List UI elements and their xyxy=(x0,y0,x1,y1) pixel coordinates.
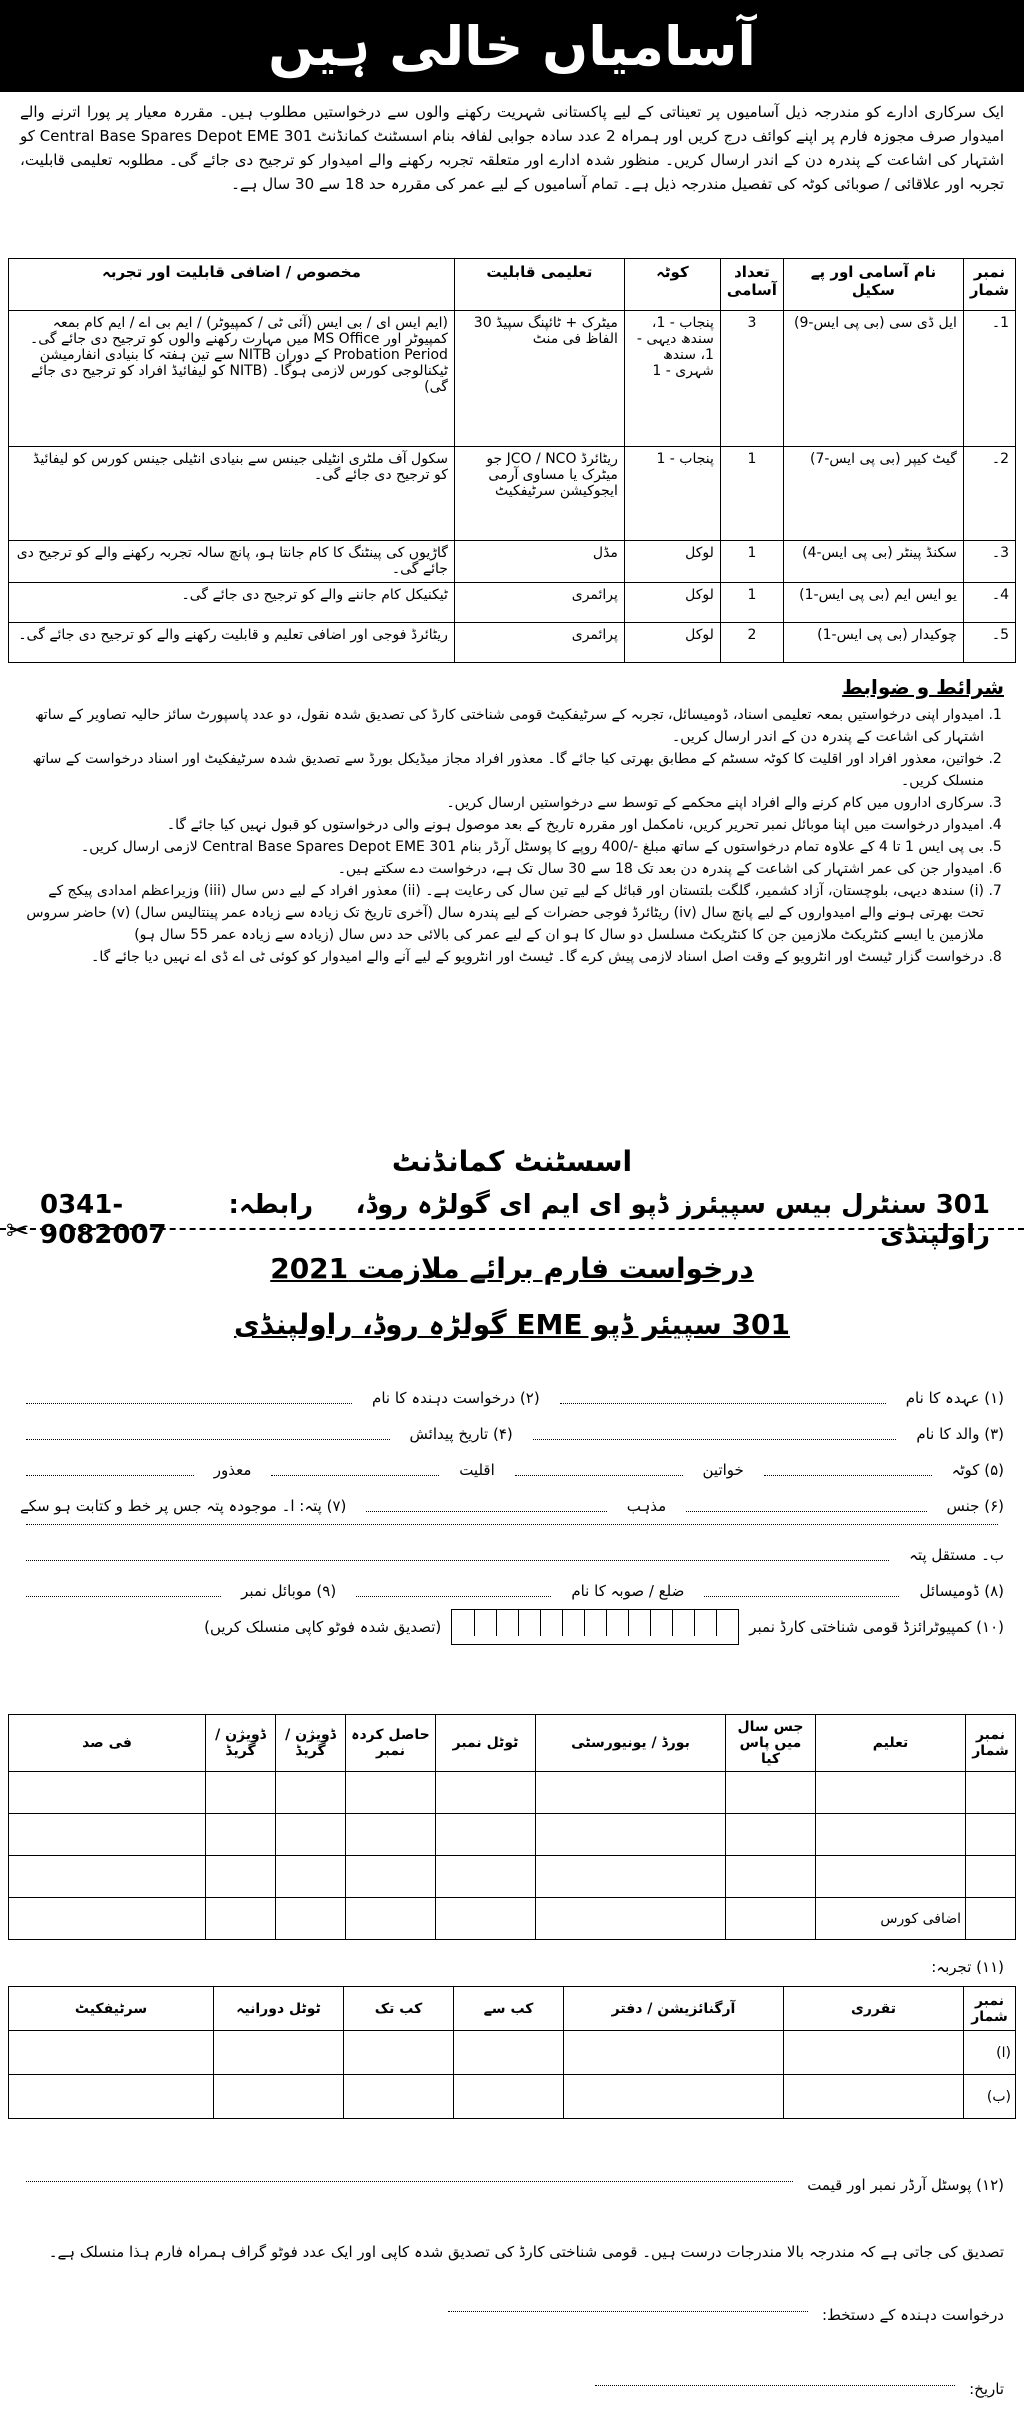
condition-item: 1. امیدوار اپنی درخواستیں بمعہ تعلیمی اسناد، ڈومیسائل، تجربہ کے سرٹیفکیٹ قومی شناختی کارڈ کی تصدیق شدہ نقول، دو عدد پاسپورٹ سائز حالیہ تصاویر کے ساتھ اشتہار کی اشاعت کے پندرہ دن کے اندر ارسال کریں۔ xyxy=(20,704,984,748)
applicant-name-line[interactable] xyxy=(26,1380,352,1404)
women-line[interactable] xyxy=(515,1452,683,1476)
cell-count: 1 xyxy=(720,583,783,623)
cell-post: سکنڈ پینٹر (بی پی ایس-4) xyxy=(783,541,963,583)
signatory-title: اسسٹنٹ کمانڈنٹ xyxy=(391,1145,633,1178)
cell-count: 1 xyxy=(720,447,783,541)
cell-sno: 2۔ xyxy=(963,447,1015,541)
cell-edu: پرائمری xyxy=(454,623,624,663)
col-count: تعداد آسامی xyxy=(720,259,783,311)
postal-order-row xyxy=(20,2176,1004,2194)
cell-sno: 3۔ xyxy=(963,541,1015,583)
postal-order-label: (۱۲) پوسٹل آرڈر نمبر اور قیمت xyxy=(807,2176,1004,2194)
cell-edu: میٹرک + ٹائپنگ سپیڈ 30 الفاظ فی منٹ xyxy=(454,311,624,447)
edu-col: نمبر شمار xyxy=(966,1715,1016,1772)
disabled-line[interactable] xyxy=(26,1452,194,1476)
cell-sno: 4۔ xyxy=(963,583,1015,623)
permanent-address-line[interactable] xyxy=(26,1537,889,1561)
cell-edu: مڈل xyxy=(454,541,624,583)
field-post-label: (۱) عہدہ کا نام xyxy=(905,1389,1004,1407)
cell-post: گیٹ کیپر (بی پی ایس-7) xyxy=(783,447,963,541)
cell-extra: گاڑیوں کی پینٹنگ کا کام جانتا ہو، پانچ سالہ تجربہ رکھنے والے کو ترجیح دی جائے گی۔ xyxy=(9,541,455,583)
form-subtitle: 301 سپیئر ڈپو EME گولڑہ روڈ، راولپنڈی xyxy=(234,1308,790,1341)
edu-col: بورڈ / یونیورسٹی xyxy=(536,1715,726,1772)
field-province-label: ضلع / صوبہ کا نام xyxy=(571,1582,685,1600)
cell-quota: پنجاب - 1 xyxy=(624,447,720,541)
cell-count: 3 xyxy=(720,311,783,447)
field-gender-label: (۶) جنس xyxy=(946,1497,1004,1515)
cnic-boxes[interactable] xyxy=(451,1609,739,1645)
cell-quota: لوکل xyxy=(624,623,720,663)
cell-extra: ٹیکنیکل کام جاننے والے کو ترجیح دی جائے گی۔ xyxy=(9,583,455,623)
cell-sno: 5۔ xyxy=(963,623,1015,663)
experience-table xyxy=(8,1986,1016,2119)
field-cnic-label: (۱۰) کمپیوٹرائزڈ قومی شناختی کارڈ نمبر xyxy=(749,1618,1004,1636)
present-address-line[interactable] xyxy=(26,1524,998,1525)
postal-order-line[interactable] xyxy=(26,2176,793,2182)
quota-minority: اقلیت xyxy=(459,1461,495,1479)
experience-title: (۱۱) تجربہ: xyxy=(931,1958,1004,1976)
col-edu: تعلیمی قابلیت xyxy=(454,259,624,311)
intro-paragraph: ایک سرکاری ادارے کو مندرجہ ذیل آسامیوں پر تعیناتی کے لیے پاکستانی شہریت رکھنے والوں سے درخواستیں مطلوب ہیں۔ مقررہ معیار پر پورا اترنے والے امیدوار صرف مجوزہ فارم پر اپنے کوائف درج کریں اور ہمراہ 2 عدد سادہ جوابی لفافہ بنام اسسٹنٹ کمانڈنٹ 301 Central Base Spares Depot EME کو اشتہار کی اشاعت کے پندرہ دن کے اندر ارسال کریں۔ منظور شدہ ادارے اور متعلقہ تجربہ رکھنے والے امیدوار کو ترجیح دی جائے گی۔ مطلوبہ تعلیمی قابلیت، تجربہ اور علاقائی / صوبائی کوٹہ کی تفصیل مندرجہ ذیل ہے۔ تمام آسامیوں کے لیے عمر کی مقررہ حد 18 سے 30 سال ہے۔ xyxy=(20,103,1004,193)
field-father-label: (۳) والد کا نام xyxy=(916,1425,1004,1443)
cell-count: 2 xyxy=(720,623,783,663)
edu-col: ٹوٹل نمبر xyxy=(436,1715,536,1772)
contact-label: رابطہ: xyxy=(228,1190,314,1220)
education-table xyxy=(8,1714,1016,1940)
cell-quota: لوکل xyxy=(624,541,720,583)
condition-item: 4. امیدوار درخواست میں اپنا موبائل نمبر تحریر کریں، نامکمل اور مقررہ تاریخ کے بعد موصول ہونے والی درخواستوں کو قبول نہیں کیا جائے گا۔ xyxy=(20,814,984,836)
cell-count: 1 xyxy=(720,541,783,583)
condition-item: 2. خواتین، معذور افراد اور اقلیت کا کوٹہ سسٹم کے مطابق بھرتی کیا جائے گا۔ معذور افراد مجاز میڈیکل بورڈ سے تصدیق شدہ سرٹیفکیٹ اور اسناد درخواست کے ساتھ منسلک کریں۔ xyxy=(20,748,984,792)
edu-col: ڈویژن / گریڈ xyxy=(276,1715,346,1772)
field-mobile-label: (۹) موبائل نمبر xyxy=(241,1582,337,1600)
date-line[interactable] xyxy=(595,2380,955,2386)
form-fields xyxy=(20,1380,1004,1645)
quota-disabled: معذور xyxy=(213,1461,252,1479)
cell-extra: سکول آف ملٹری انٹیلی جینس سے بنیادی انٹیلی جینس کورس کو لیفائیڈ کو ترجیح دی جائے گی۔ xyxy=(9,447,455,541)
depot-address: 301 سنٹرل بیس سپیئرز ڈپو ای ایم ای گولڑہ روڈ، راولپنڈی xyxy=(355,1190,990,1250)
table-row[interactable] xyxy=(9,2031,1016,2075)
exp-col: کب سے xyxy=(454,1987,564,2031)
province-line[interactable] xyxy=(356,1573,551,1597)
exp-col: آرگنائزیشن / دفتر xyxy=(564,1987,784,2031)
conditions-title: شرائط و ضوابط xyxy=(842,675,1004,699)
edu-col: حاصل کردہ نمبر xyxy=(346,1715,436,1772)
field-religion-label: مذہب xyxy=(626,1497,667,1515)
cell-sno: 1۔ xyxy=(963,311,1015,447)
dob-line[interactable] xyxy=(26,1416,390,1440)
cell-post: چوکیدار (بی پی ایس-1) xyxy=(783,623,963,663)
cell-extra: (ایم ایس ای / بی ایس (آئی ٹی / کمپیوٹر) / ایم بی اے / ایم کام بمعہ کمپیوٹر اور MS Office میں مہارت رکھنے والوں کو ترجیح دی جائے گی۔ Probation Period کے دوران NITB سے تین ہفتہ کا بنیادی انفارمیشن ٹیکنالوجی کورس لازمی ہوگا۔ (NITB کو لیفائیڈ افراد کو ترجیح دی جائے گی) xyxy=(9,311,455,447)
date-label: تاریخ: xyxy=(969,2380,1004,2398)
conditions-section xyxy=(20,676,1004,968)
condition-item: 3. سرکاری اداروں میں کام کرنے والے افراد اپنے محکمے کے توسط سے درخواستیں ارسال کریں۔ xyxy=(20,792,984,814)
table-row[interactable] xyxy=(9,1856,1016,1898)
col-extra: مخصوص / اضافی قابلیت اور تجربہ xyxy=(9,259,455,311)
declaration: تصدیق کی جاتی ہے کہ مندرجہ بالا مندرجات درست ہیں۔ قومی شناختی کارڈ کی تصدیق شدہ کاپی اور ایک عدد فوٹو گراف ہمراہ فارم ہذا منسلک ہے۔ xyxy=(48,2243,1004,2261)
cell-edu: پرائمری xyxy=(454,583,624,623)
table-row[interactable] xyxy=(9,2075,1016,2119)
col-quota: کوٹہ xyxy=(624,259,720,311)
condition-item: 8. درخواست گزار ٹیسٹ اور انٹرویو کے وقت اصل اسناد لازمی پیش کرے گا۔ ٹیسٹ اور انٹرویو کے لیے آنے والے امیدوار کو کوئی ٹی اے ڈی اے نہیں دیا جائے گا۔ xyxy=(20,946,984,968)
signature-line[interactable] xyxy=(448,2306,808,2312)
quota-line[interactable] xyxy=(764,1452,932,1476)
field-quota-label: (۵) کوٹہ xyxy=(951,1461,1004,1479)
exp-row-label: (ب) xyxy=(964,2075,1016,2119)
edu-col: جس سال میں پاس کیا xyxy=(726,1715,816,1772)
contact-phone: 0341-9082007 xyxy=(40,1190,167,1250)
post-name-line[interactable] xyxy=(560,1380,886,1404)
scissors-icon: ✂ xyxy=(6,1214,30,1247)
col-sno: نمبر شمار xyxy=(963,259,1015,311)
mobile-line[interactable] xyxy=(26,1573,221,1597)
condition-item: 7. (i) سندھ دیہی، بلوچستان، آزاد کشمیر، گلگت بلتستان اور قبائل کے لیے تین سال کی رعایت ہے۔ (ii) معذور افراد کے لیے دس سال (iii) وزیراعظم امدادی پیکج کے تحت بھرتی ہونے والے امیدواروں کے لیے پانچ سال (iv) ریٹائرڈ فوجی حضرات کے لیے پندرہ سال (آخری تاریخ تک زیادہ سے زیادہ عمر پینتالیس سال) (v) حاضر سروس ملازمین یا ایسے کنٹریکٹ ملازمین جن کا کنٹریکٹ مسلسل دو سال کا ہو ان کے لیے عمر کی بالائی حد دس سال (زیادہ سے زیادہ عمر 55 سال ہو) xyxy=(20,880,984,946)
gender-line[interactable] xyxy=(686,1488,926,1512)
cut-line xyxy=(0,1228,1024,1230)
field-dob-label: (۴) تاریخ پیدائش xyxy=(409,1425,513,1443)
table-row xyxy=(9,541,1016,583)
table-row xyxy=(9,623,1016,663)
cell-quota: پنجاب - 1، سندھ دیہی - 1، سندھ شہری - 1 xyxy=(624,311,720,447)
field-applicant-label: (۲) درخواست دہندہ کا نام xyxy=(372,1389,540,1407)
col-post: نام آسامی اور پے سکیل xyxy=(783,259,963,311)
form-title: درخواست فارم برائے ملازمت 2021 xyxy=(270,1252,754,1285)
condition-item: 5. بی پی ایس 1 تا 4 کے علاوہ تمام درخواستوں کے ساتھ مبلغ -/400 روپے کا پوسٹل آرڈر بنام 301 Central Base Spares Depot EME لازمی ارسال کریں۔ xyxy=(20,836,984,858)
table-row xyxy=(9,583,1016,623)
cell-quota: لوکل xyxy=(624,583,720,623)
cell-edu: ریٹائرڈ JCO / NCO جو میٹرک یا مساوی آرمی ایجوکیشن سرٹیفکیٹ xyxy=(454,447,624,541)
field-permanent-label: ب۔ مستقل پتہ xyxy=(909,1546,1004,1564)
exp-col: ٹوٹل دورانیہ xyxy=(214,1987,344,2031)
table-row[interactable] xyxy=(9,1898,1016,1940)
table-row xyxy=(9,311,1016,447)
edu-col: تعلیم xyxy=(816,1715,966,1772)
exp-col: نمبر شمار xyxy=(964,1987,1016,2031)
cnic-note: (تصدیق شدہ فوٹو کاپی منسلک کریں) xyxy=(204,1618,442,1636)
extra-course-label: اضافی کورس xyxy=(816,1898,966,1940)
edu-col: فی صد xyxy=(9,1715,206,1772)
jobs-table xyxy=(8,258,1016,663)
exp-row-label: (ا) xyxy=(964,2031,1016,2075)
table-row xyxy=(9,447,1016,541)
date-row xyxy=(20,2380,1004,2398)
father-name-line[interactable] xyxy=(533,1416,897,1440)
condition-item: 6. امیدوار جن کی عمر اشتہار کی اشاعت کے پندرہ دن بعد تک 18 سے 30 سال تک ہے، درخواست دے سکتے ہیں۔ xyxy=(20,858,984,880)
address-line xyxy=(40,1190,990,1250)
table-row[interactable] xyxy=(9,1772,1016,1814)
table-row[interactable] xyxy=(9,1814,1016,1856)
signature-label: درخواست دہندہ کے دستخط: xyxy=(821,2306,1004,2324)
exp-col: سرٹیفکیٹ xyxy=(9,1987,214,2031)
exp-col: تقرری xyxy=(784,1987,964,2031)
cell-post: ایل ڈی سی (بی پی ایس-9) xyxy=(783,311,963,447)
vacancies-header: آسامیاں خالی ہیں xyxy=(0,0,1024,92)
domicile-line[interactable] xyxy=(704,1573,899,1597)
edu-col: ڈویژن / گریڈ xyxy=(206,1715,276,1772)
exp-col: کب تک xyxy=(344,1987,454,2031)
field-domicile-label: (۸) ڈومیسائل xyxy=(919,1582,1004,1600)
religion-line[interactable] xyxy=(366,1488,606,1512)
minority-line[interactable] xyxy=(271,1452,439,1476)
cell-post: یو ایس ایم (بی پی ایس-1) xyxy=(783,583,963,623)
cell-extra: ریٹائرڈ فوجی اور اضافی تعلیم و قابلیت رکھنے والے کو ترجیح دی جائے گی۔ xyxy=(9,623,455,663)
field-address-label: (۷) پتہ: ا۔ موجودہ پتہ جس پر خط و کتابت ہو سکے xyxy=(19,1497,347,1515)
signature-row xyxy=(20,2306,1004,2324)
quota-women: خواتین xyxy=(702,1461,744,1479)
